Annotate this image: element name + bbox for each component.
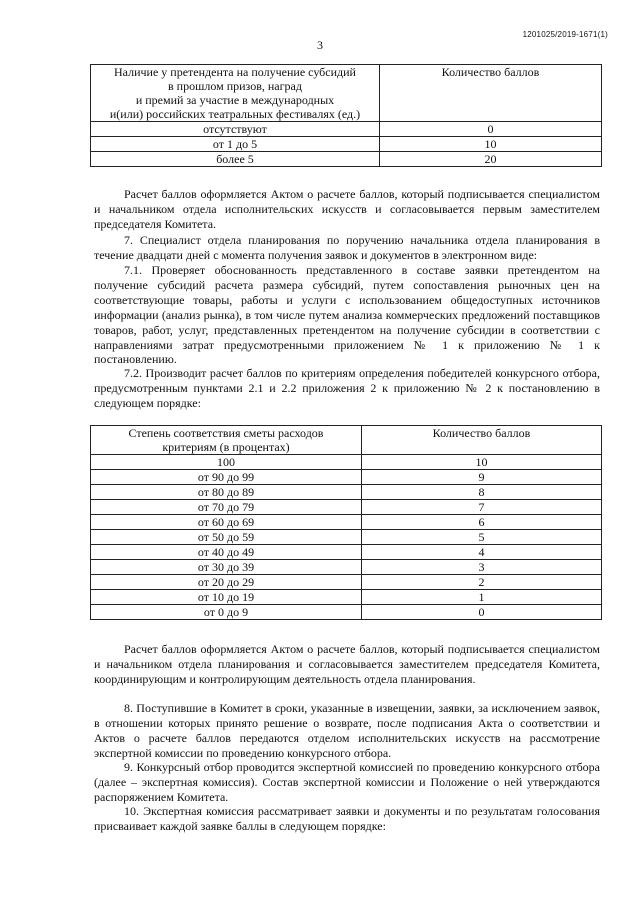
paragraph-act-planning: Расчет баллов оформляется Актом о расчете баллов, который подписывается специалистом и начальником отдела планирования и согласовывается заместителем председателя Комитета, координирующим и контролирующим деятельность отдела планирования. bbox=[94, 642, 600, 686]
score-cell: 5 bbox=[362, 530, 602, 545]
prizes-score-table bbox=[90, 64, 602, 167]
criterion-header: Степень соответствия сметы расходов критериям (в процентах) bbox=[91, 426, 362, 455]
paragraph-7-2: 7.2. Производит расчет баллов по критериям определения победителей конкурсного отбора, предусмотренным пунктами 2.1 и 2.2 приложения 2 к приложению № 2 к постановлению в следующем порядке: bbox=[94, 366, 600, 410]
criterion-cell: более 5 bbox=[91, 152, 380, 167]
paragraph-9: 9. Конкурсный отбор проводится экспертной комиссией по проведению конкурсного отбора (далее – экспертная комиссия). Состав экспертной комиссии и Положение о ней утверждаются распоряжением Комитета. bbox=[94, 760, 600, 804]
table-row bbox=[91, 530, 602, 545]
table-row bbox=[91, 455, 602, 470]
table-row bbox=[91, 590, 602, 605]
score-cell: 20 bbox=[380, 152, 602, 167]
score-header: Количество баллов bbox=[362, 426, 602, 455]
criterion-cell: 100 bbox=[91, 455, 362, 470]
paragraph-7: 7. Специалист отдела планирования по поручению начальника отдела планирования в течение двадцати дней с момента получения заявок и документов в электронном виде: bbox=[94, 233, 600, 262]
criterion-cell: от 80 до 89 bbox=[91, 485, 362, 500]
estimate-score-table bbox=[90, 425, 602, 620]
document-id: 1201025/2019-1671(1) bbox=[522, 30, 608, 39]
score-cell: 1 bbox=[362, 590, 602, 605]
criterion-cell: от 0 до 9 bbox=[91, 605, 362, 620]
score-cell: 9 bbox=[362, 470, 602, 485]
table-header-row bbox=[91, 65, 602, 122]
table-row bbox=[91, 515, 602, 530]
score-cell: 7 bbox=[362, 500, 602, 515]
score-header: Количество баллов bbox=[380, 65, 602, 122]
score-cell: 2 bbox=[362, 575, 602, 590]
paragraph-act-calculation: Расчет баллов оформляется Актом о расчете баллов, который подписывается специалистом и начальником отдела исполнительских искусств и согласовывается первым заместителем председателя Комитета. bbox=[94, 187, 600, 231]
table-row bbox=[91, 470, 602, 485]
paragraph-7-1: 7.1. Проверяет обоснованность представленного в составе заявки претендентом на получение субсидий расчета размера субсидий, путем сопоставления рыночных цен на соответствующие товары, работы и услуги с использованием общедоступных источников информации (анализ рынка), в том числе путем анализа коммерческих предложений поставщиков товаров, работ, услуг, представленных претендентом на получение субсидии в соответствии с направлениями затрат предусмотренными приложением № 1 к приложению № 1 к постановлению. bbox=[94, 263, 600, 367]
criterion-cell: от 90 до 99 bbox=[91, 470, 362, 485]
score-cell: 10 bbox=[362, 455, 602, 470]
table-row bbox=[91, 560, 602, 575]
table-row bbox=[91, 152, 602, 167]
criterion-cell: от 70 до 79 bbox=[91, 500, 362, 515]
criterion-cell: отсутствуют bbox=[91, 122, 380, 137]
criterion-cell: от 1 до 5 bbox=[91, 137, 380, 152]
table-header-row bbox=[91, 426, 602, 455]
score-cell: 6 bbox=[362, 515, 602, 530]
score-cell: 4 bbox=[362, 545, 602, 560]
table-row bbox=[91, 122, 602, 137]
criterion-header: Наличие у претендента на получение субсидий в прошлом призов, наград и премий за участие в международных и(или) российских театральных фестивалях (ед.) bbox=[91, 65, 380, 122]
score-cell: 3 bbox=[362, 560, 602, 575]
table-row bbox=[91, 575, 602, 590]
criterion-cell: от 40 до 49 bbox=[91, 545, 362, 560]
criterion-cell: от 30 до 39 bbox=[91, 560, 362, 575]
table-row bbox=[91, 137, 602, 152]
score-cell: 10 bbox=[380, 137, 602, 152]
score-cell: 0 bbox=[380, 122, 602, 137]
paragraph-10: 10. Экспертная комиссия рассматривает заявки и документы и по результатам голосования присваивает каждой заявке баллы в следующем порядке: bbox=[94, 804, 600, 833]
score-cell: 8 bbox=[362, 485, 602, 500]
criterion-cell: от 10 до 19 bbox=[91, 590, 362, 605]
table-row bbox=[91, 545, 602, 560]
page-number: 3 bbox=[317, 38, 323, 52]
table-row bbox=[91, 500, 602, 515]
criterion-cell: от 60 до 69 bbox=[91, 515, 362, 530]
table-row bbox=[91, 605, 602, 620]
paragraph-8: 8. Поступившие в Комитет в сроки, указанные в извещении, заявки, за исключением заявок, в отношении которых принято решение о возврате, после подписания Акта о соответствии и Актов о расчете баллов передаются отделом исполнительских искусств на рассмотрение экспертной комиссии по проведению конкурсного отбора. bbox=[94, 701, 600, 760]
criterion-cell: от 20 до 29 bbox=[91, 575, 362, 590]
table-row bbox=[91, 485, 602, 500]
score-cell: 0 bbox=[362, 605, 602, 620]
criterion-cell: от 50 до 59 bbox=[91, 530, 362, 545]
